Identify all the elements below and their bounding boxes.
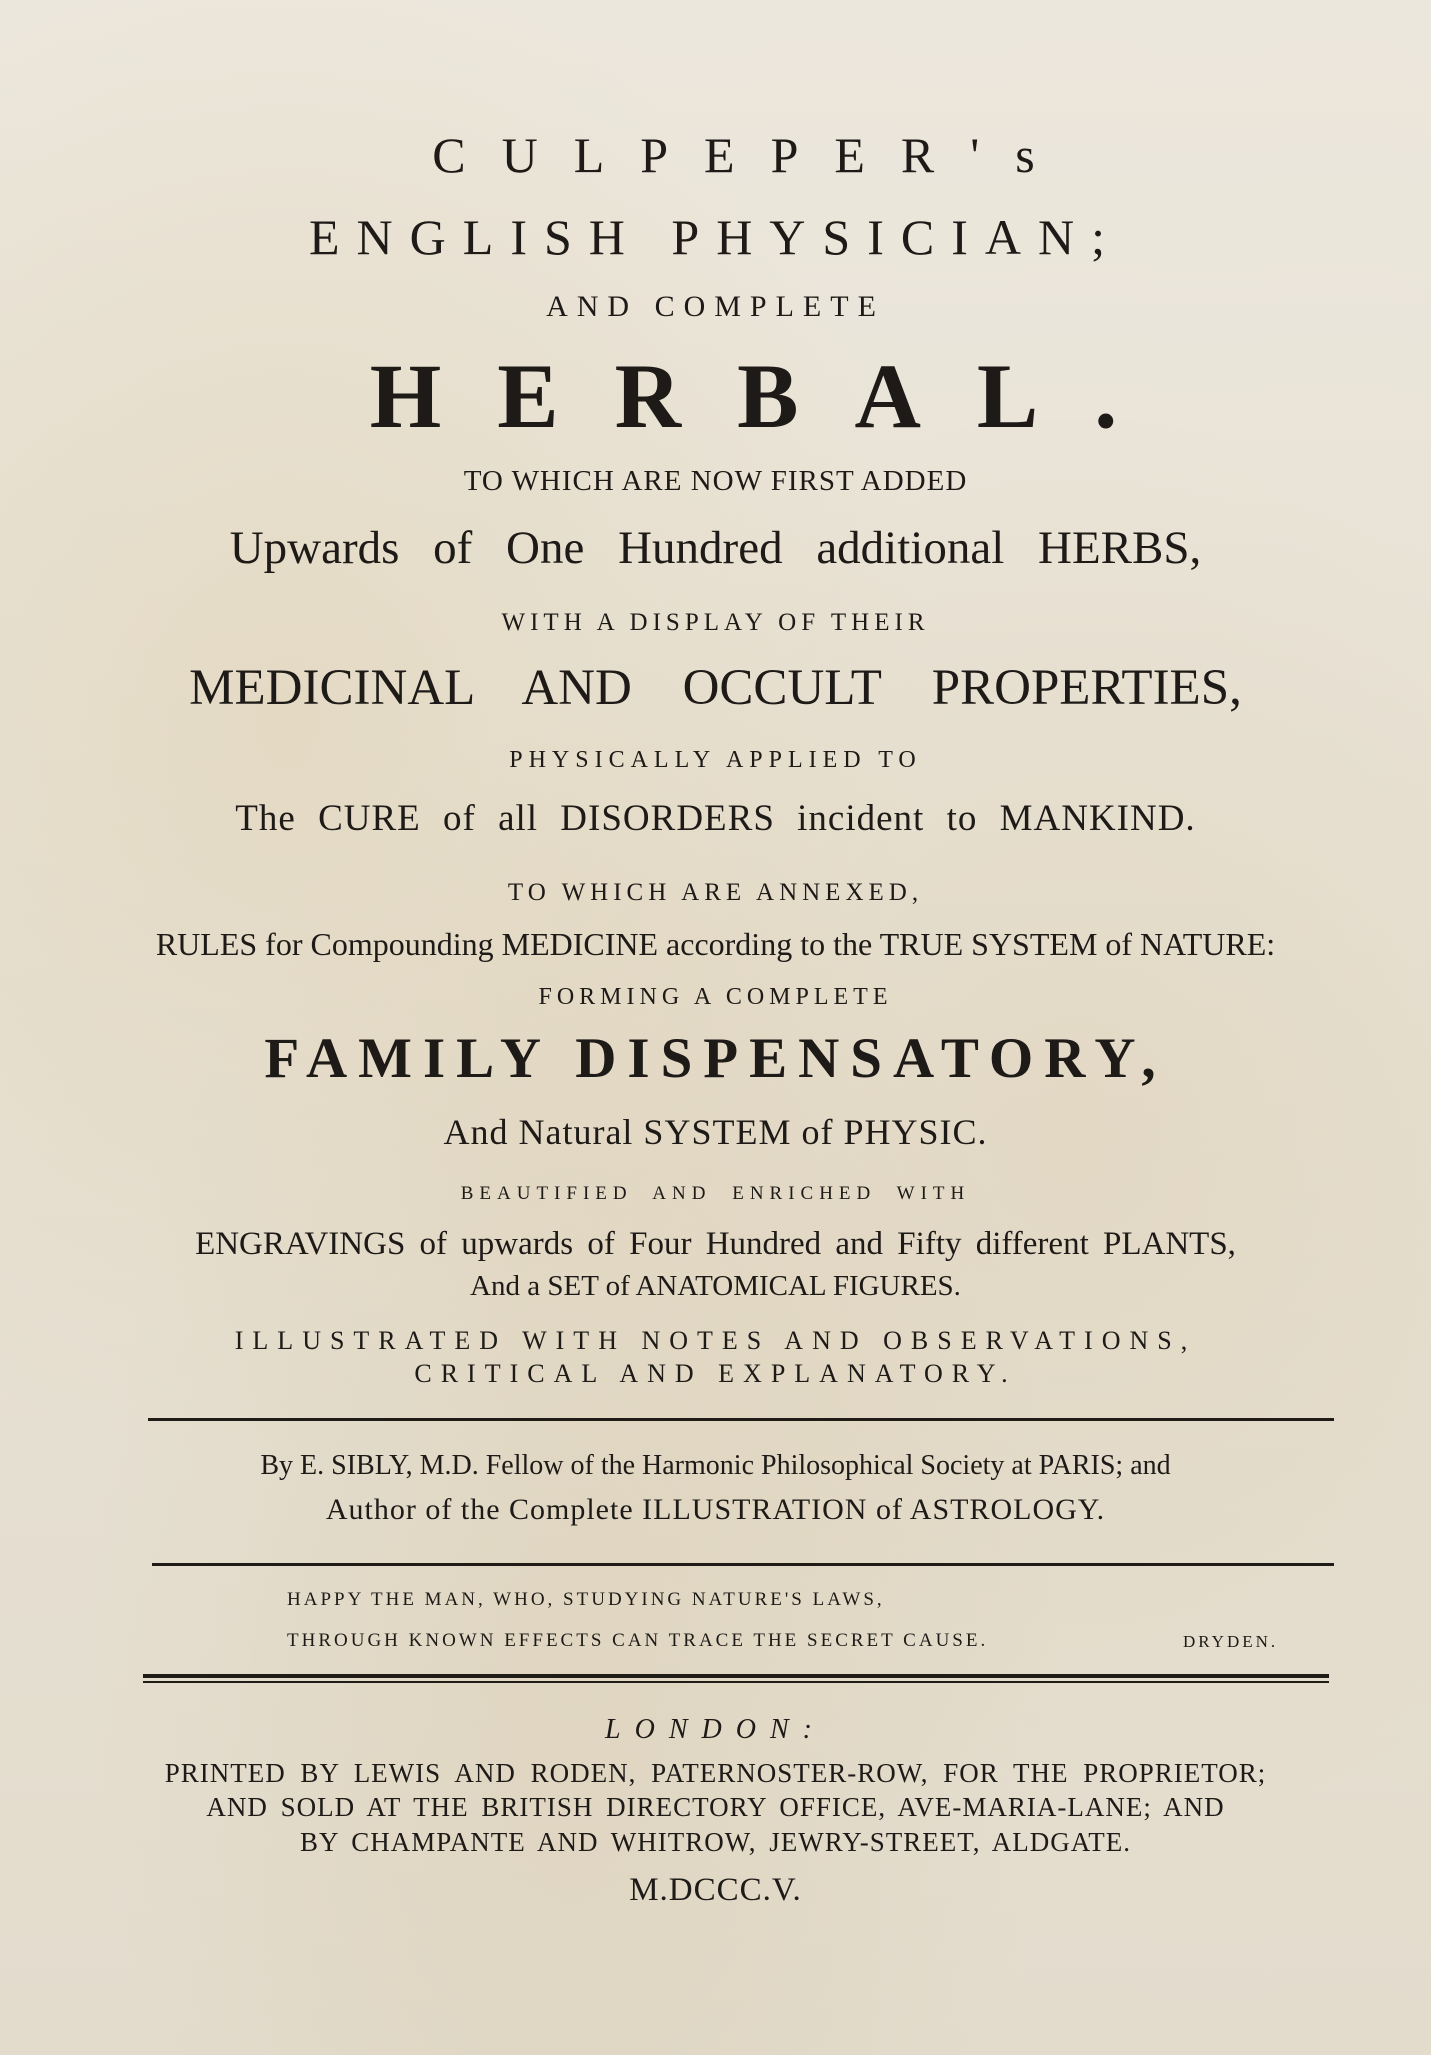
subtitle-annexed: TO WHICH ARE ANNEXED, bbox=[507, 879, 924, 906]
title-culpeper: CULPEPER's bbox=[432, 127, 1071, 183]
imprint-city: LONDON: bbox=[605, 1714, 826, 1745]
title-and-complete: AND COMPLETE bbox=[546, 290, 885, 323]
subtitle-additional-herbs: Upwards of One Hundred additional HERBS, bbox=[229, 522, 1202, 574]
author-line: By E. SIBLY, M.D. Fellow of the Harmonic Philosophical Society at PARIS; and bbox=[260, 1450, 1171, 1481]
subtitle-engravings: ENGRAVINGS of upwards of Four Hundred and Fifty different PLANTS, bbox=[195, 1226, 1236, 1262]
subtitle-cure: The CURE of all DISORDERS incident to MANKIND. bbox=[235, 798, 1196, 839]
imprint-date: M.DCCC.V. bbox=[629, 1872, 802, 1908]
subtitle-forming: FORMING A COMPLETE bbox=[538, 984, 893, 1010]
subtitle-rules: RULES for Compounding MEDICINE according to the TRUE SYSTEM of NATURE: bbox=[155, 926, 1276, 962]
divider-double-rule bbox=[143, 1681, 1329, 1683]
subtitle-display: WITH A DISPLAY OF THEIR bbox=[501, 609, 930, 636]
divider-double-rule bbox=[143, 1674, 1329, 1678]
subtitle-anatomical-figures: And a SET of ANATOMICAL FIGURES. bbox=[470, 1270, 961, 1302]
author-credentials: Author of the Complete ILLUSTRATION of ASTROLOGY. bbox=[325, 1493, 1106, 1526]
epigraph-line: HAPPY THE MAN, WHO, STUDYING NATURE'S LAWS, bbox=[287, 1589, 885, 1610]
imprint-seller: BY CHAMPANTE AND WHITROW, JEWRY-STREET, ALDGATE. bbox=[299, 1827, 1132, 1857]
subtitle-critical: CRITICAL AND EXPLANATORY. bbox=[414, 1359, 1017, 1388]
imprint-seller: AND SOLD AT THE BRITISH DIRECTORY OFFICE, AVE-MARIA-LANE; AND bbox=[206, 1792, 1225, 1822]
subtitle-family-dispensatory: FAMILY DISPENSATORY, bbox=[264, 1027, 1167, 1090]
subtitle-properties: MEDICINAL AND OCCULT PROPERTIES, bbox=[189, 660, 1242, 716]
subtitle-illustrated: ILLUSTRATED WITH NOTES AND OBSERVATIONS, bbox=[234, 1326, 1197, 1355]
subtitle-first-added: TO WHICH ARE NOW FIRST ADDED bbox=[463, 465, 968, 497]
divider-rule bbox=[148, 1418, 1334, 1421]
divider-rule bbox=[152, 1563, 1334, 1566]
title-english-physician: ENGLISH PHYSICIAN; bbox=[309, 209, 1122, 265]
subtitle-beautified: BEAUTIFIED AND ENRICHED WITH bbox=[460, 1183, 971, 1204]
epigraph-attribution: DRYDEN. bbox=[1183, 1632, 1279, 1651]
imprint-printer: PRINTED BY LEWIS AND RODEN, PATERNOSTER-ROW, FOR THE PROPRIETOR; bbox=[164, 1758, 1267, 1788]
epigraph-line: THROUGH KNOWN EFFECTS CAN TRACE THE SECRET CAUSE. bbox=[287, 1630, 989, 1651]
subtitle-physically-applied: PHYSICALLY APPLIED TO bbox=[509, 747, 922, 773]
title-herbal: HERBAL. bbox=[369, 345, 1174, 447]
subtitle-system-of-physic: And Natural SYSTEM of PHYSIC. bbox=[443, 1112, 988, 1152]
